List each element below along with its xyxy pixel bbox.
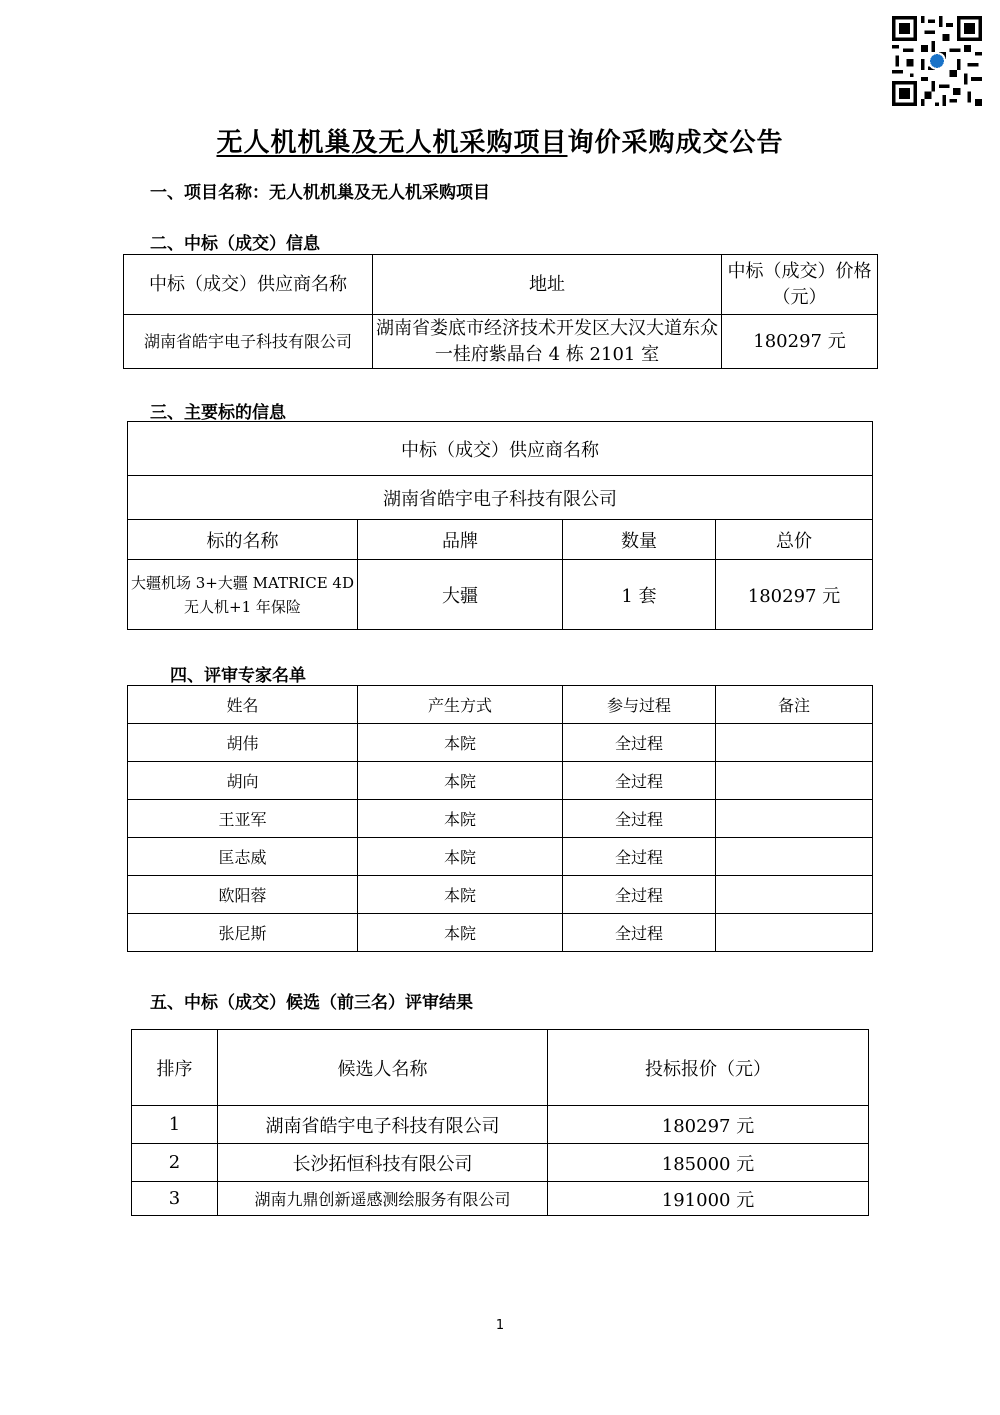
subject-total: 180297 元 [716, 560, 873, 630]
subject-name: 大疆机场 3+大疆 MATRICE 4D 无人机+1 年保险 [128, 560, 358, 630]
experts-header-process: 参与过程 [563, 686, 716, 724]
award-header-address: 地址 [373, 255, 722, 315]
expert-name: 王亚军 [128, 800, 358, 838]
expert-remarks [716, 876, 873, 914]
expert-remarks [716, 724, 873, 762]
expert-method: 本院 [358, 876, 563, 914]
expert-name: 胡向 [128, 762, 358, 800]
title-underlined: 无人机机巢及无人机采购项目 [216, 128, 568, 158]
title-rest: 询价采购成交公告 [567, 128, 784, 158]
results-table [131, 1029, 869, 1216]
expert-method: 本院 [358, 724, 563, 762]
table-row [128, 838, 873, 876]
result-candidate: 湖南省皓宇电子科技有限公司 [218, 1106, 548, 1144]
experts-table [127, 685, 873, 952]
expert-remarks [716, 914, 873, 952]
result-rank: 3 [132, 1182, 218, 1216]
table-row [128, 724, 873, 762]
subject-supplier-header: 中标（成交）供应商名称 [128, 422, 873, 476]
award-header-price: 中标（成交）价格（元） [722, 255, 878, 315]
expert-method: 本院 [358, 800, 563, 838]
expert-method: 本院 [358, 762, 563, 800]
section-project-name: 一、项目名称：无人机机巢及无人机采购项目 [150, 183, 490, 203]
subject-header-name: 标的名称 [128, 520, 358, 560]
table-row [132, 1106, 869, 1144]
experts-header-name: 姓名 [128, 686, 358, 724]
result-candidate: 湖南九鼎创新遥感测绘服务有限公司 [218, 1182, 548, 1216]
expert-name: 匡志威 [128, 838, 358, 876]
subject-info-table [127, 421, 873, 630]
result-rank: 2 [132, 1144, 218, 1182]
section-experts-heading: 四、评审专家名单 [170, 666, 306, 686]
table-row [132, 1144, 869, 1182]
award-supplier: 湖南省皓宇电子科技有限公司 [124, 315, 373, 369]
table-row [128, 800, 873, 838]
results-header-rank: 排序 [132, 1030, 218, 1106]
result-bid: 180297 元 [548, 1106, 869, 1144]
result-candidate: 长沙拓恒科技有限公司 [218, 1144, 548, 1182]
experts-header-remarks: 备注 [716, 686, 873, 724]
expert-process: 全过程 [563, 800, 716, 838]
table-row [128, 876, 873, 914]
expert-name: 胡伟 [128, 724, 358, 762]
result-bid: 185000 元 [548, 1144, 869, 1182]
award-info-table [123, 254, 878, 369]
results-header-candidate: 候选人名称 [218, 1030, 548, 1106]
subject-header-brand: 品牌 [358, 520, 563, 560]
award-header-supplier: 中标（成交）供应商名称 [124, 255, 373, 315]
section-award-heading: 二、中标（成交）信息 [150, 234, 320, 254]
qr-code-icon [892, 16, 982, 106]
expert-remarks [716, 800, 873, 838]
award-price: 180297 元 [722, 315, 878, 369]
expert-process: 全过程 [563, 724, 716, 762]
section-results-heading: 五、中标（成交）候选（前三名）评审结果 [150, 993, 473, 1013]
award-address: 湖南省娄底市经济技术开发区大汉大道东众一桂府紫晶台 4 栋 2101 室 [373, 315, 722, 369]
expert-method: 本院 [358, 838, 563, 876]
subject-header-total: 总价 [716, 520, 873, 560]
result-bid: 191000 元 [548, 1182, 869, 1216]
page-number: 1 [495, 1318, 505, 1333]
expert-name: 欧阳蓉 [128, 876, 358, 914]
result-rank: 1 [132, 1106, 218, 1144]
expert-method: 本院 [358, 914, 563, 952]
subject-header-quantity: 数量 [563, 520, 716, 560]
table-row [128, 914, 873, 952]
expert-remarks [716, 762, 873, 800]
table-row [132, 1182, 869, 1216]
expert-process: 全过程 [563, 876, 716, 914]
expert-process: 全过程 [563, 838, 716, 876]
subject-brand: 大疆 [358, 560, 563, 630]
results-header-bid: 投标报价（元） [548, 1030, 869, 1106]
subject-supplier: 湖南省皓宇电子科技有限公司 [128, 476, 873, 520]
table-row [128, 762, 873, 800]
expert-name: 张尼斯 [128, 914, 358, 952]
expert-remarks [716, 838, 873, 876]
section-subject-heading: 三、主要标的信息 [150, 403, 286, 423]
expert-process: 全过程 [563, 914, 716, 952]
expert-process: 全过程 [563, 762, 716, 800]
page-title [0, 122, 1000, 159]
subject-quantity: 1 套 [563, 560, 716, 630]
experts-header-method: 产生方式 [358, 686, 563, 724]
